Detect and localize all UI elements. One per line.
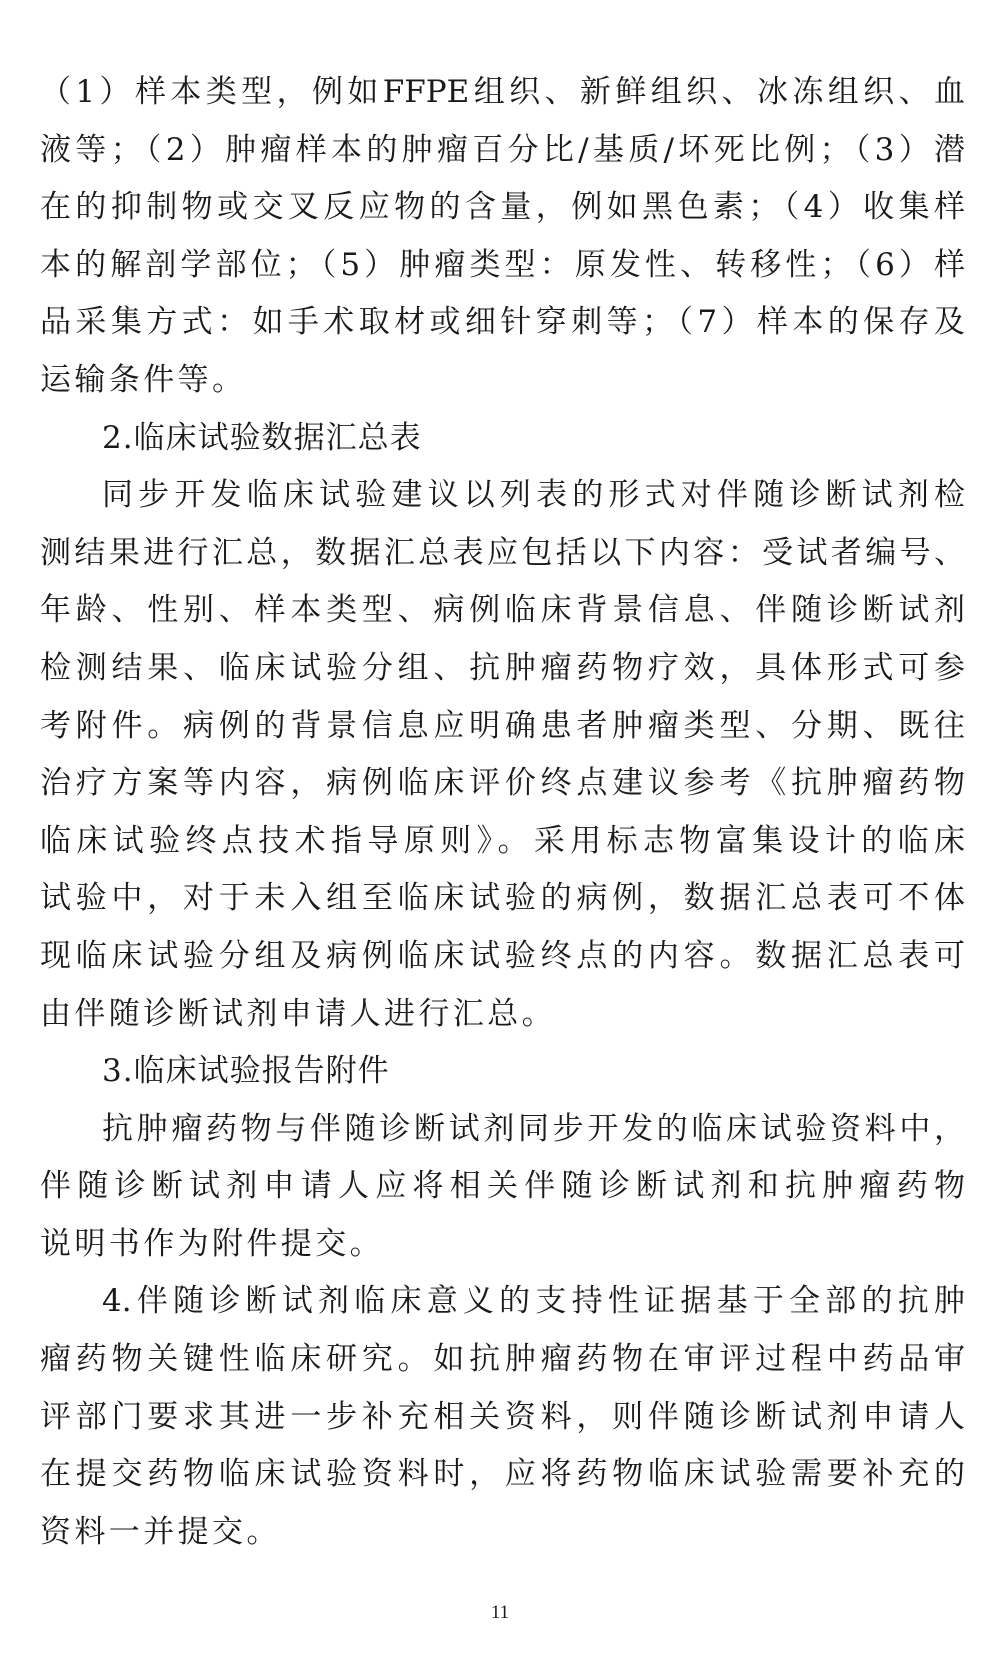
text-line: 运输条件等。 <box>40 361 247 398</box>
text-line: 检测结果、临床试验分组、抗肿瘤药物疗效，具体形式可参 <box>40 649 965 686</box>
text-line: 同步开发临床试验建议以列表的形式对伴随诊断试剂检 <box>102 477 965 514</box>
text-line: 试验中，对于未入组至临床试验的病例，数据汇总表可不体 <box>40 880 965 917</box>
text-line: 在提交药物临床试验资料时，应将药物临床试验需要补充的 <box>40 1456 965 1493</box>
text-line: 瘤药物关键性临床研究。如抗肿瘤药物在审评过程中药品审 <box>40 1341 965 1378</box>
text-line: 说明书作为附件提交。 <box>40 1225 384 1262</box>
text-line: 现临床试验分组及病例临床试验终点的内容。数据汇总表可 <box>40 937 965 974</box>
text-line: 治疗方案等内容，病例临床评价终点建议参考《抗肿瘤药物 <box>40 765 965 802</box>
text-line: 液等；（2）肿瘤样本的肿瘤百分比/基质/坏死比例；（3）潜 <box>40 131 965 168</box>
section-heading: 2.临床试验数据汇总表 <box>102 419 422 456</box>
page-number: 11 <box>490 1602 510 1623</box>
text-line: 考附件。病例的背景信息应明确患者肿瘤类型、分期、既往 <box>40 707 965 744</box>
text-line: 临床试验终点技术指导原则》。采用标志物富集设计的临床 <box>40 822 965 859</box>
text-line: （1）样本类型，例如FFPE组织、新鲜组织、冰冻组织、血 <box>40 74 965 110</box>
text-line: 4.伴随诊断试剂临床意义的支持性证据基于全部的抗肿 <box>102 1283 965 1320</box>
text-line: 本的解剖学部位；（5）肿瘤类型：原发性、转移性；（6）样 <box>40 246 965 283</box>
text-line: 在的抑制物或交叉反应物的含量，例如黑色素；（4）收集样 <box>40 189 965 226</box>
section-heading: 3.临床试验报告附件 <box>102 1053 390 1090</box>
text-line: 伴随诊断试剂申请人应将相关伴随诊断试剂和抗肿瘤药物 <box>40 1168 965 1205</box>
text-line: 资料一并提交。 <box>40 1513 281 1550</box>
text-line: 评部门要求其进一步补充相关资料，则伴随诊断试剂申请人 <box>40 1398 965 1435</box>
body-text <box>40 64 965 1561</box>
text-line: 年龄、性别、样本类型、病例临床背景信息、伴随诊断试剂 <box>40 592 965 629</box>
text-line: 抗肿瘤药物与伴随诊断试剂同步开发的临床试验资料中， <box>102 1110 965 1147</box>
text-line: 由伴随诊断试剂申请人进行汇总。 <box>40 995 556 1032</box>
text-line: 品采集方式：如手术取材或细针穿刺等；（7）样本的保存及 <box>40 304 965 341</box>
text-line: 测结果进行汇总，数据汇总表应包括以下内容：受试者编号、 <box>40 534 965 571</box>
